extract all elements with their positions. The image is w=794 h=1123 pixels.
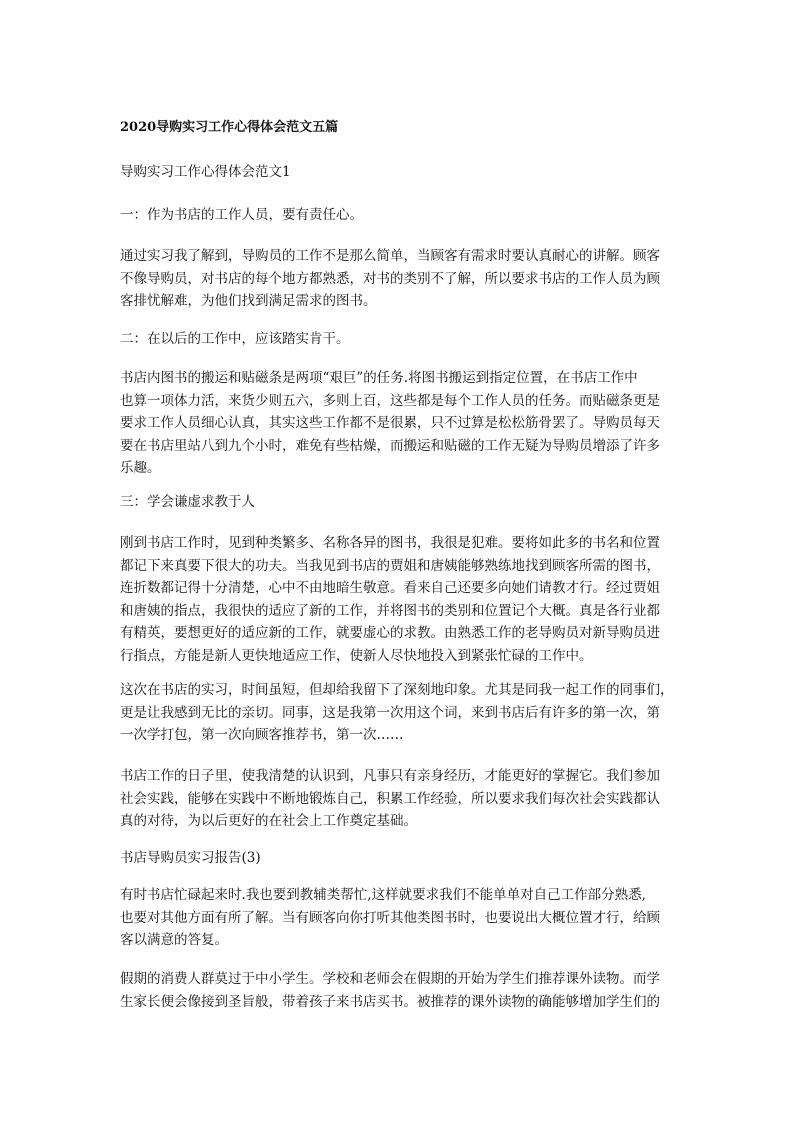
essay-subtitle: 导购实习工作心得体会范文1 (120, 164, 291, 180)
paragraph-line: 有精英，要想更好的适应新的工作，就要虚心的求教。由熟悉工作的老导购员对新导购员进 (120, 625, 660, 641)
paragraph-4 (120, 679, 680, 747)
paragraph-line: 和唐姨的指点，我很快的适应了新的工作，并将图书的类别和位置记个大概。真是各行业都 (120, 602, 660, 619)
paragraph-line: 书店内图书的搬运和贴磁条是两项“艰巨”的任务.将图书搬运到指定位置，在书店工作中 (120, 370, 638, 386)
section-heading-1: 一：作为书店的工作人员，要有责任心。 (120, 207, 363, 223)
paragraph-line: 要在书店里站八到九个小时，难免有些枯燥，而搬运和贴磁的工作无疑为导购员增添了许多 (120, 437, 660, 454)
paragraph-7 (120, 968, 680, 1013)
paragraph-line: 生家长便会像接到圣旨般，带着孩子来书店买书。被推荐的课外读物的确能够增加学生们的 (120, 993, 660, 1010)
paragraph-line: 行指点，方能是新人更快地适应工作，使新人尽快地投入到紧张忙碌的工作中。 (120, 647, 593, 664)
paragraph-line: 更是让我感到无比的亲切。同事，这是我第一次用这个词，来到书店后有许多的第一次，第 (120, 704, 660, 721)
paragraph-line: 都记下来真要下很大的功夫。当我见到书店的贾姐和唐姨能够熟练地找到顾客所需的图书， (120, 557, 660, 574)
paragraph-line: 要求工作人员细心认真，其实这些工作都不是很累，只不过算是松松筋骨罢了。导购员每天 (120, 415, 660, 431)
paragraph-line: 社会实践，能够在实践中不断地锻炼自己，积累工作经验，所以要求我们每次社会实践都认 (120, 790, 660, 807)
paragraph-line: 不像导购员，对书店的每个地方都熟悉，对书的类别不了解，所以要求书店的工作人员为顾 (120, 270, 660, 287)
section-heading-3: 三：学会谦虚求教于人 (120, 494, 255, 510)
paragraph-2 (120, 367, 680, 480)
paragraph-line: 乐趣。 (120, 460, 161, 476)
paragraph-3 (120, 532, 680, 667)
section-heading-4: 书店导购员实习报告(3) (120, 850, 261, 866)
paragraph-1 (120, 245, 680, 313)
paragraph-line: 书店工作的日子里，使我清楚的认识到，凡事只有亲身经历，才能更好的掌握它。我们参加 (120, 768, 660, 784)
paragraph-5 (120, 765, 680, 833)
paragraph-line: 也算一项体力活，来货少则五六，多则上百，这些都是每个工作人员的任务。而贴磁条更是 (120, 392, 660, 409)
section-heading-2: 二：在以后的工作中，应该踏实肯干。 (120, 331, 350, 347)
paragraph-line: 客以满意的答复。 (120, 932, 228, 948)
document-title: 2020导购实习工作心得体会范文五篇 (120, 120, 339, 135)
paragraph-line: 刚到书店工作时，见到种类繁多、名称各异的图书，我很是犯难。要将如此多的书名和位置 (120, 535, 660, 551)
paragraph-line: 有时书店忙碌起来时.我也要到教辅类帮忙,这样就要求我们不能单单对自己工作部分熟悉, (120, 887, 646, 903)
paragraph-line: 这次在书店的实习，时间虽短，但却给我留下了深刻地印象。尤其是同我一起工作的同事们， (120, 682, 674, 698)
paragraph-line: 连折数都记得十分清楚，心中不由地暗生敬意。看来自己还要多向她们请教才行。经过贾姐 (120, 580, 660, 596)
paragraph-line: 真的对待，为以后更好的在社会上工作奠定基础。 (120, 813, 417, 829)
paragraph-line: 假期的消费人群莫过于中小学生。学校和老师会在假期的开始为学生们推荐课外读物。而学 (120, 971, 660, 987)
paragraph-line: 一次学打包，第一次向顾客推荐书，第一次…… (120, 727, 404, 743)
paragraph-6 (120, 884, 680, 952)
paragraph-line: 也要对其他方面有所了解。当有顾客向你打听其他类图书时，也要说出大概位置才行，给顾 (120, 909, 660, 926)
paragraph-line: 通过实习我了解到，导购员的工作不是那么简单，当顾客有需求时要认真耐心的讲解。顾客 (120, 248, 660, 264)
paragraph-line: 客排忧解难，为他们找到满足需求的图书。 (120, 293, 377, 309)
